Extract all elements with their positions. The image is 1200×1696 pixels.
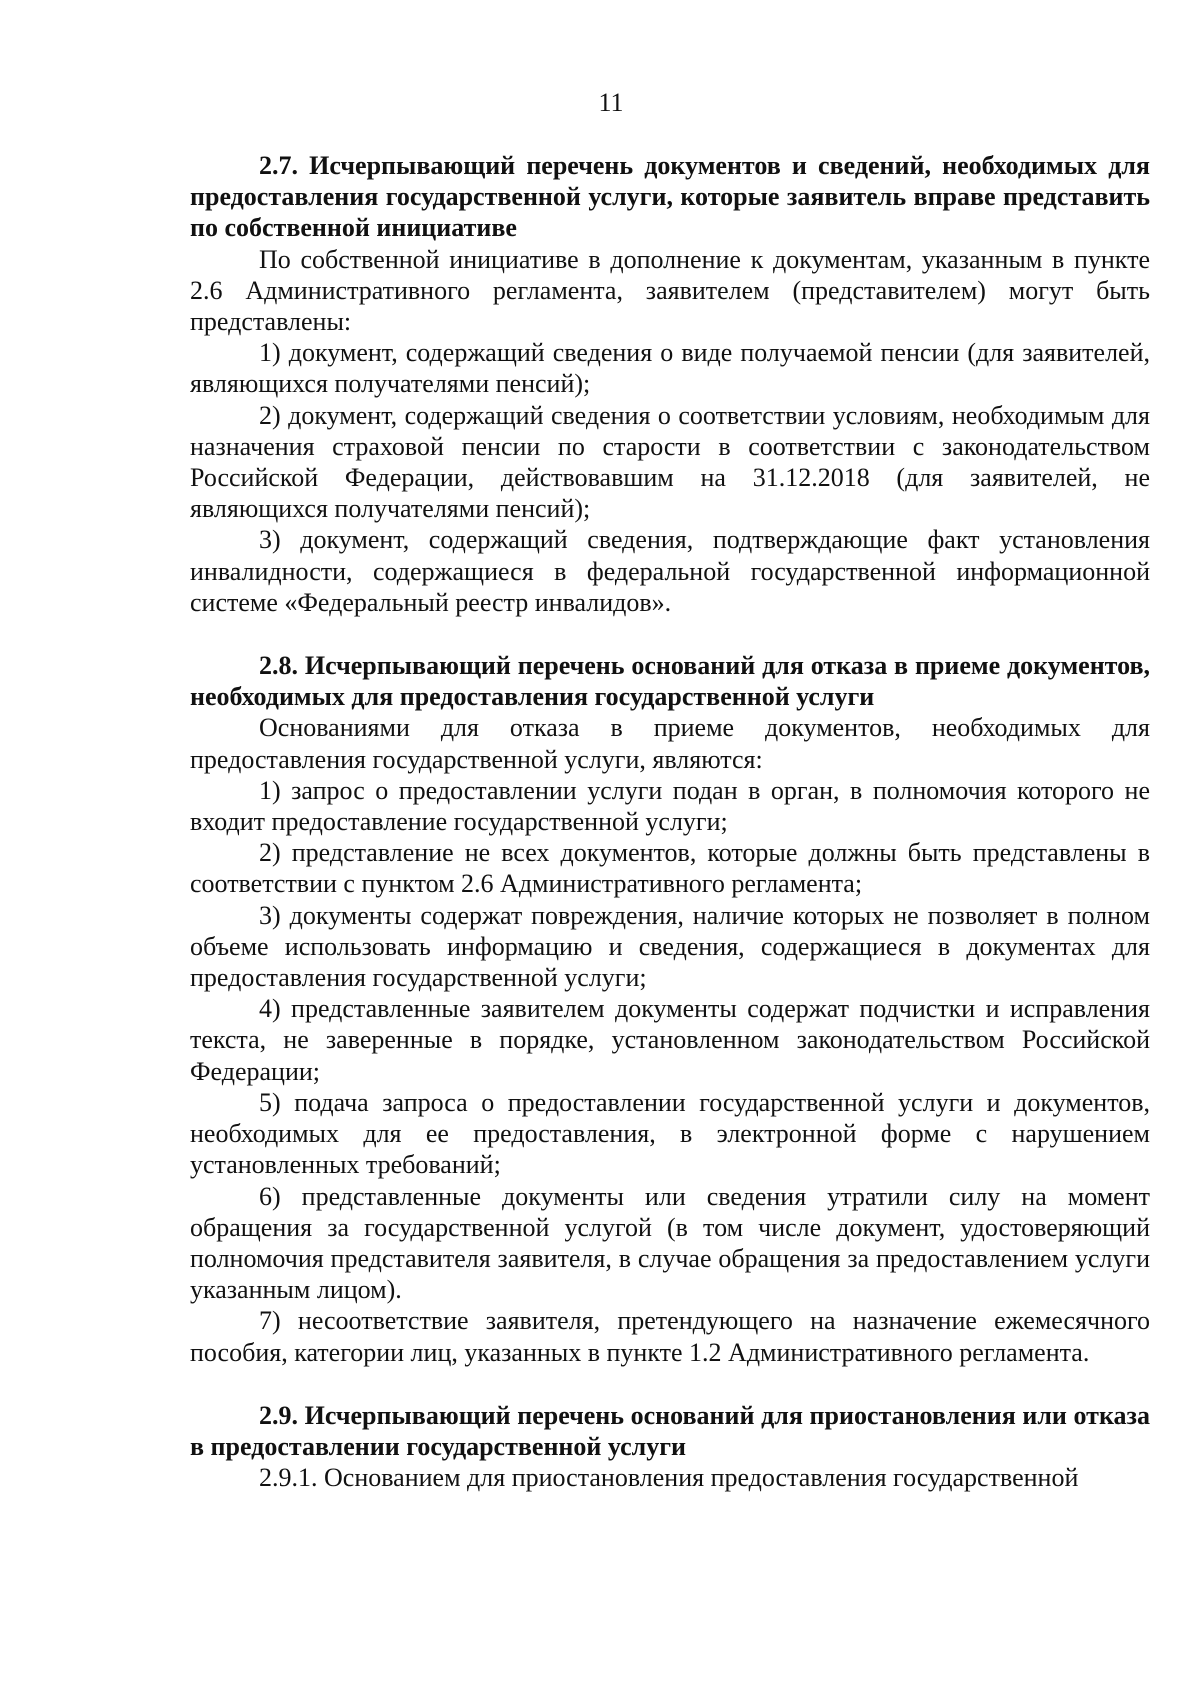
list-item: 5) подача запроса о предоставлении государственной услуги и документов, необходимых для ее предоставления, в электронной форме с нарушением установленных требований; [190, 1087, 1150, 1180]
paragraph: По собственной инициативе в дополнение к документам, указанным в пункте 2.6 Административного регламента, заявителем (представителем) могут быть представлены: [190, 244, 1150, 337]
list-item: 2) представление не всех документов, которые должны быть представлены в соответствии с пунктом 2.6 Административного регламента; [190, 838, 1150, 899]
section-heading: 2.9. Исчерпывающий перечень оснований для приостановления или отказа в предоставлении государственной услуги [190, 1400, 1150, 1461]
paragraph: Основаниями для отказа в приеме документов, необходимых для предоставления государственной услуги, являются: [190, 713, 1150, 774]
paragraph: 2.9.1. Основанием для приостановления предоставления государственной [259, 1463, 1079, 1493]
list-item: 1) запрос о предоставлении услуги подан в орган, в полномочия которого не входит предоставление государственной услуги; [190, 775, 1150, 837]
page-number: 11 [598, 88, 624, 117]
list-item: 2) документ, содержащий сведения о соответствии условиям, необходимым для назначения страховой пенсии по старости в соответствии с законодательством Российской Федерации, действовавшим на 31.12.2018 (для заявителей, не являющихся получателями пенсий); [190, 400, 1150, 524]
list-item: 6) представленные документы или сведения утратили силу на момент обращения за государственной услугой (в том числе документ, удостоверяющий полномочия представителя заявителя, в случае обращения за предоставлением услуги указанным лицом). [190, 1181, 1150, 1305]
list-item: 3) документы содержат повреждения, наличие которых не позволяет в полном объеме использовать информацию и сведения, содержащиеся в документах для предоставления государственной услуги; [190, 900, 1150, 993]
list-item: 3) документ, содержащий сведения, подтверждающие факт установления инвалидности, содержащиеся в федеральной государственной информационной системе «Федеральный реестр инвалидов». [190, 525, 1150, 617]
section-2-7 [190, 150, 1150, 618]
section-heading: 2.7. Исчерпывающий перечень документов и сведений, необходимых для предоставления государственной услуги, которые заявитель вправе представить по собственной инициативе [190, 151, 1150, 243]
section-2-8 [190, 650, 1150, 1368]
list-item: 7) несоответствие заявителя, претендующего на назначение ежемесячного пособия, категории лиц, указанных в пункте 1.2 Административного регламента. [190, 1306, 1150, 1367]
list-item: 1) документ, содержащий сведения о виде получаемой пенсии (для заявителей, являющихся получателями пенсий); [190, 338, 1150, 399]
list-item: 4) представленные заявителем документы содержат подчистки и исправления текста, не заверенные в порядке, установленном законодательством Российской Федерации; [190, 994, 1150, 1086]
section-heading: 2.8. Исчерпывающий перечень оснований для отказа в приеме документов, необходимых для предоставления государственной услуги [190, 651, 1150, 712]
section-2-9 [190, 1400, 1150, 1494]
document-body [190, 150, 1150, 1525]
